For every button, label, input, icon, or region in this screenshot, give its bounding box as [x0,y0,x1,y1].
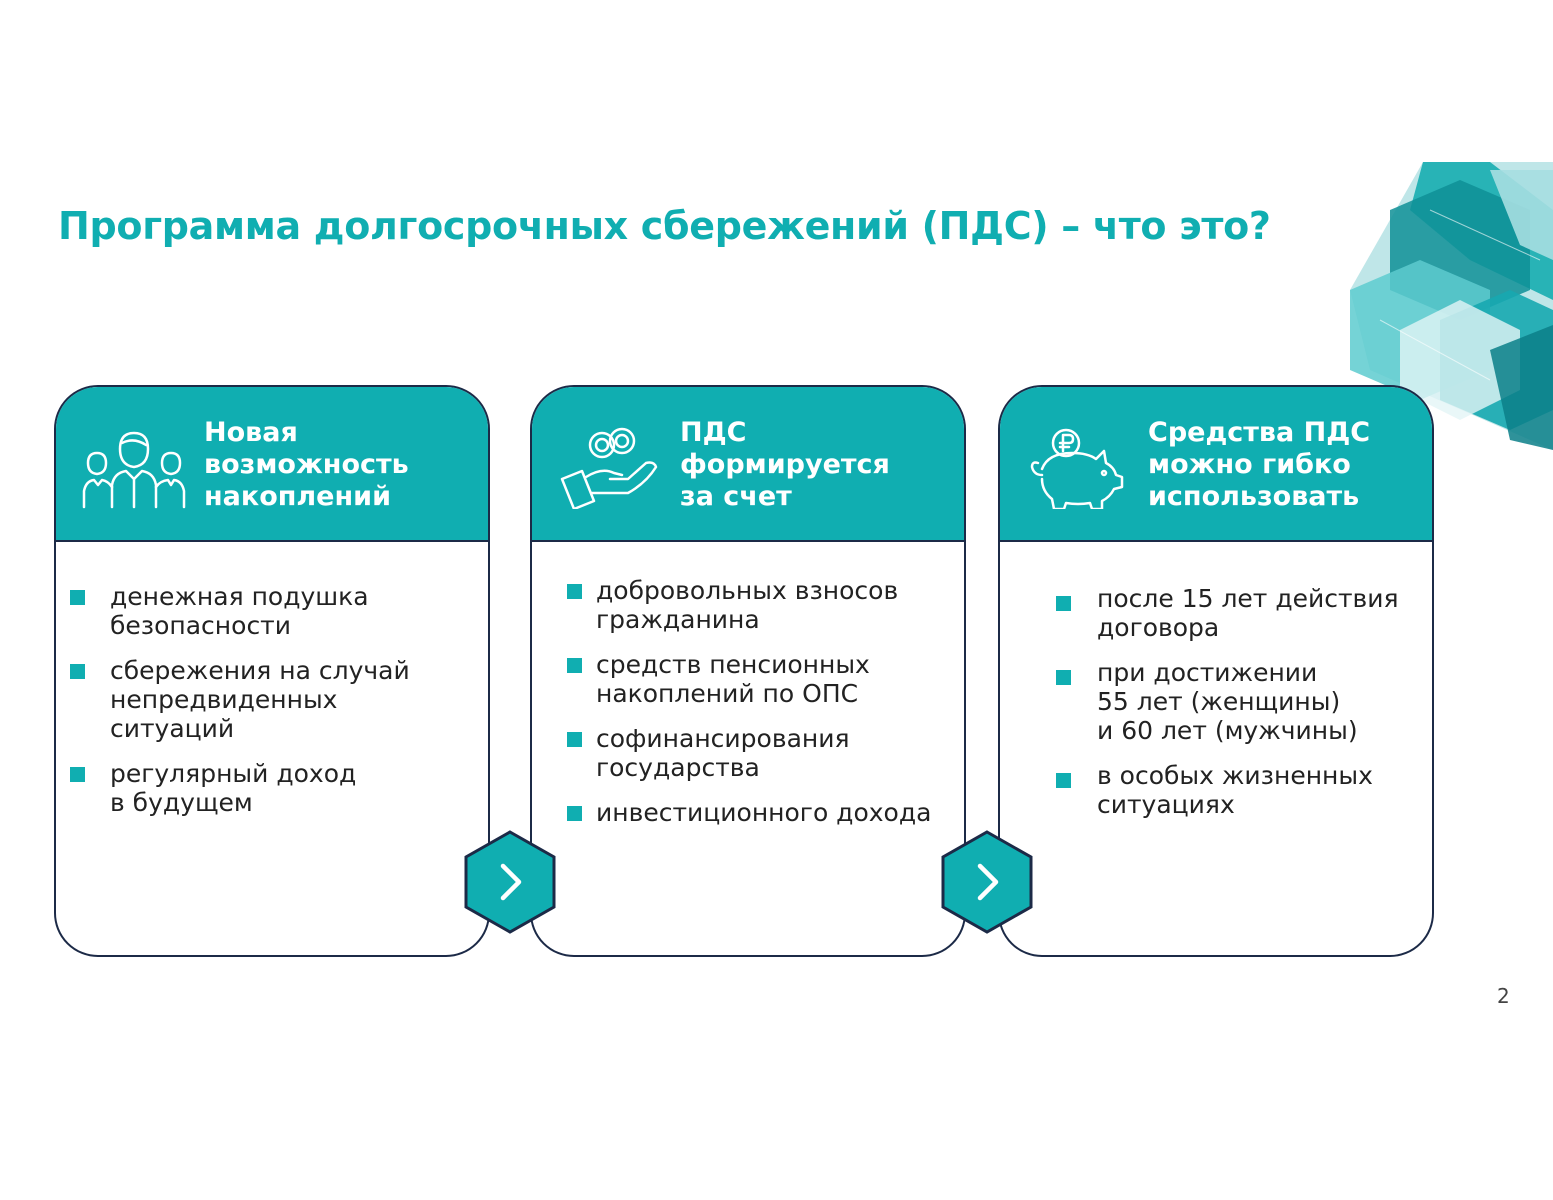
card-funding-sources [530,385,966,957]
card-title: Новая возможность накоплений [204,417,409,512]
chevron-right-icon [464,830,556,934]
people-group-icon [82,427,186,509]
list-item: после 15 лет действия договора [1000,584,1432,642]
list-item: денежная подушка безопасности [56,582,488,640]
bullet-square-icon [70,590,85,605]
card-header [532,387,964,542]
card-list [56,582,488,833]
bullet-square-icon [70,664,85,679]
card-title: ПДС формируется за счет [680,417,890,512]
card-list [532,576,964,843]
bullet-square-icon [567,732,582,747]
list-item: при достижении 55 лет (женщины) и 60 лет (мужчины) [1000,658,1432,745]
card-title: Средства ПДС можно гибко использовать [1148,417,1371,512]
bullet-square-icon [1056,773,1071,788]
card-list [1000,584,1432,835]
bullet-square-icon [1056,596,1071,611]
piggy-bank-ruble-icon [1026,427,1130,509]
card-header [1000,387,1432,542]
chevron-right-icon [941,830,1033,934]
list-item: инвестиционного дохода [532,798,964,827]
page-number: 2 [1497,984,1510,1008]
bullet-square-icon [567,806,582,821]
bullet-square-icon [70,767,85,782]
card-header [56,387,488,542]
card-flexible-use [998,385,1434,957]
list-item: добровольных взносов гражданина [532,576,964,634]
list-item: софинансирования государства [532,724,964,782]
bullet-square-icon [567,658,582,673]
list-item: в особых жизненных ситуациях [1000,761,1432,819]
card-new-opportunity [54,385,490,957]
list-item: сбережения на случай непредвиденных ситуаций [56,656,488,743]
bullet-square-icon [567,584,582,599]
page-title: Программа долгосрочных сбережений (ПДС) – что это? [58,204,1271,248]
list-item: средств пенсионных накоплений по ОПС [532,650,964,708]
hand-coins-icon [558,427,662,509]
bullet-square-icon [1056,670,1071,685]
list-item: регулярный доход в будущем [56,759,488,817]
